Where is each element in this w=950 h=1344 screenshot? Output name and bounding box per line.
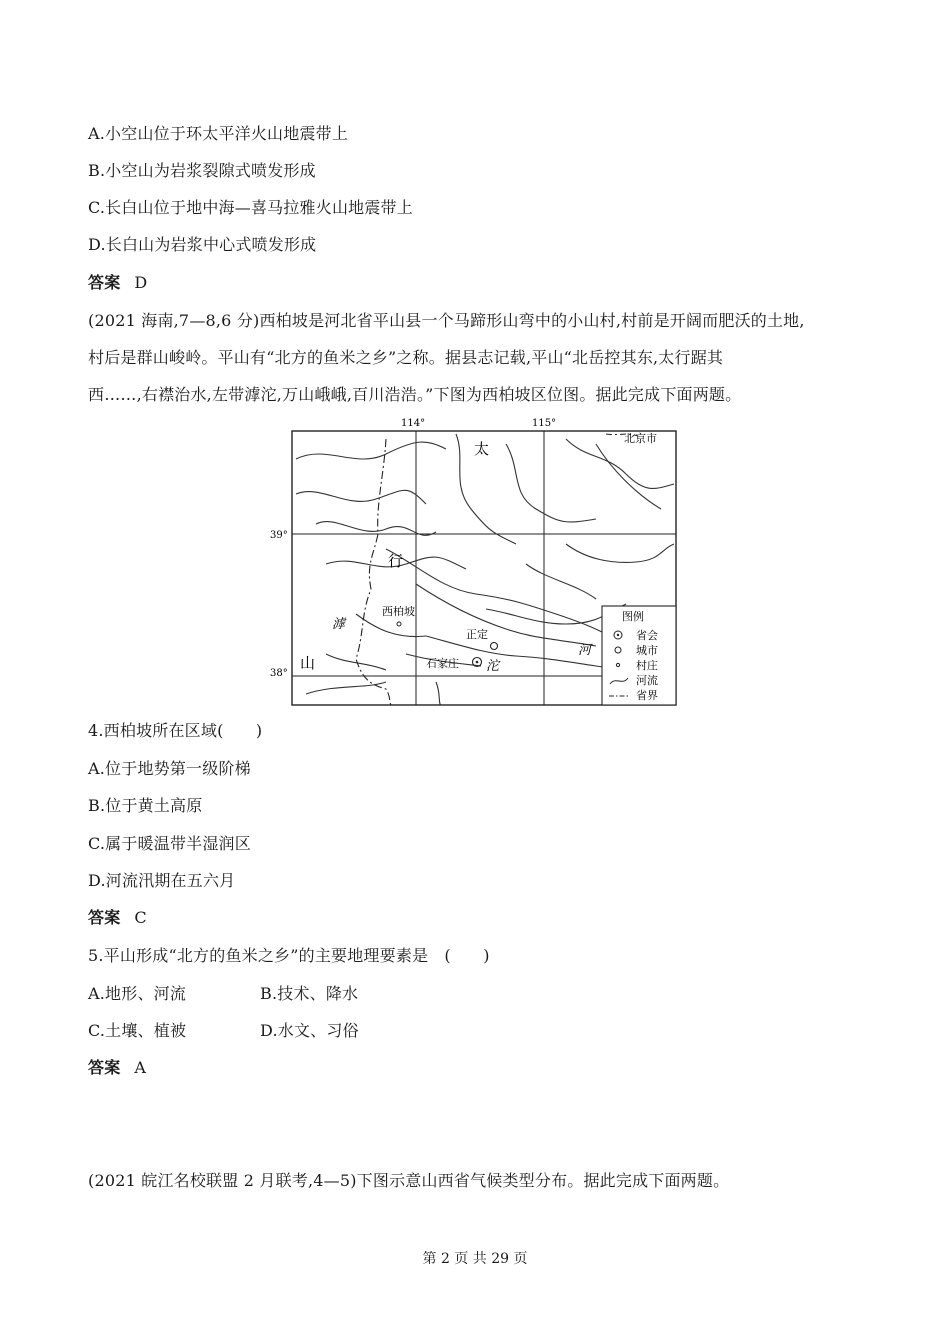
legend-title: 图例 — [622, 610, 644, 623]
q4-option-a: A.位于地势第一级阶梯 — [88, 759, 251, 778]
shijiazhuang-label: 石家庄 — [426, 657, 459, 670]
lat-39-label: 39° — [270, 530, 288, 541]
q4-option-c: C.属于暖温带半湿润区 — [88, 834, 251, 853]
q4-stem: 4.西柏坡所在区域( ) — [88, 721, 263, 740]
legend-village: 村庄 — [636, 659, 658, 672]
q5-options-row-1 — [88, 984, 488, 1004]
q3-answer — [88, 273, 147, 293]
q4-option-b: B.位于黄土高原 — [88, 796, 203, 815]
intro-line-2: 村后是群山峻岭。平山有“北方的鱼米之乡”之称。据县志记载,平山“北岳控其东,太行踞其 — [88, 348, 724, 367]
lat-38-label: 38° — [270, 668, 288, 679]
q4-answer — [88, 908, 147, 928]
taihang-label-2: 行 — [388, 552, 404, 570]
hutuo-label-tuo: 沱 — [486, 659, 500, 674]
answer-label: 答案 — [88, 273, 121, 292]
q5-option-d: D.水文、习俗 — [260, 1021, 359, 1040]
map-legend — [602, 606, 676, 705]
q3-option-a: A.小空山位于环太平洋火山地震带上 — [88, 124, 349, 143]
taihang-label-1: 太 — [474, 440, 490, 458]
answer-label: 答案 — [88, 908, 121, 927]
legend-city: 城市 — [636, 644, 658, 657]
legend-border: 省界 — [636, 689, 658, 702]
xibaipo-label: 西柏坡 — [382, 605, 415, 618]
xibaipo-location-map — [266, 414, 686, 710]
answer-value: D — [134, 273, 148, 292]
legend-capital: 省会 — [636, 629, 658, 642]
q3-option-d: D.长白山为岩浆中心式喷发形成 — [88, 235, 317, 254]
q3-option-c: C.长白山位于地中海—喜马拉雅火山地震带上 — [88, 198, 413, 217]
taihang-label-3: 山 — [300, 654, 316, 672]
q5-option-a: A.地形、河流 — [88, 984, 187, 1003]
q3-option-b: B.小空山为岩浆裂隙式喷发形成 — [88, 161, 316, 180]
hutuo-label-hu: 滹 — [332, 617, 346, 632]
page-footer: 第 2 页 共 29 页 — [422, 1251, 528, 1267]
beijing-label: 北京市 — [624, 432, 657, 445]
river-label-he: 河 — [578, 643, 592, 658]
q5-option-b: B.技术、降水 — [260, 984, 359, 1003]
answer-label: 答案 — [88, 1058, 121, 1077]
zhengding-label: 正定 — [466, 628, 488, 641]
q5-stem: 5.平山形成“北方的鱼米之乡”的主要地理要素是 ( ) — [88, 946, 490, 965]
lon-115-label: 115° — [532, 418, 557, 429]
q5-options-row-2 — [88, 1021, 488, 1041]
legend-river: 河流 — [636, 674, 658, 687]
answer-value: A — [134, 1058, 147, 1077]
next-intro: (2021 皖江名校联盟 2 月联考,4—5)下图示意山西省气候类型分布。据此完成下面两题。 — [88, 1171, 730, 1190]
q5-option-c: C.土壤、植被 — [88, 1021, 187, 1040]
q4-option-d: D.河流汛期在五六月 — [88, 871, 236, 890]
lon-114-label: 114° — [401, 418, 426, 429]
intro-line-3: 西……,右襟治水,左带滹沱,万山峨峨,百川浩浩。”下图为西柏坡区位图。据此完成下面两题。 — [88, 385, 742, 404]
answer-value: C — [134, 908, 147, 927]
intro-line-1: (2021 海南,7—8,6 分)西柏坡是河北省平山县一个马蹄形山弯中的小山村,村前是开阔而肥沃的土地, — [88, 311, 805, 330]
q5-answer — [88, 1058, 146, 1078]
